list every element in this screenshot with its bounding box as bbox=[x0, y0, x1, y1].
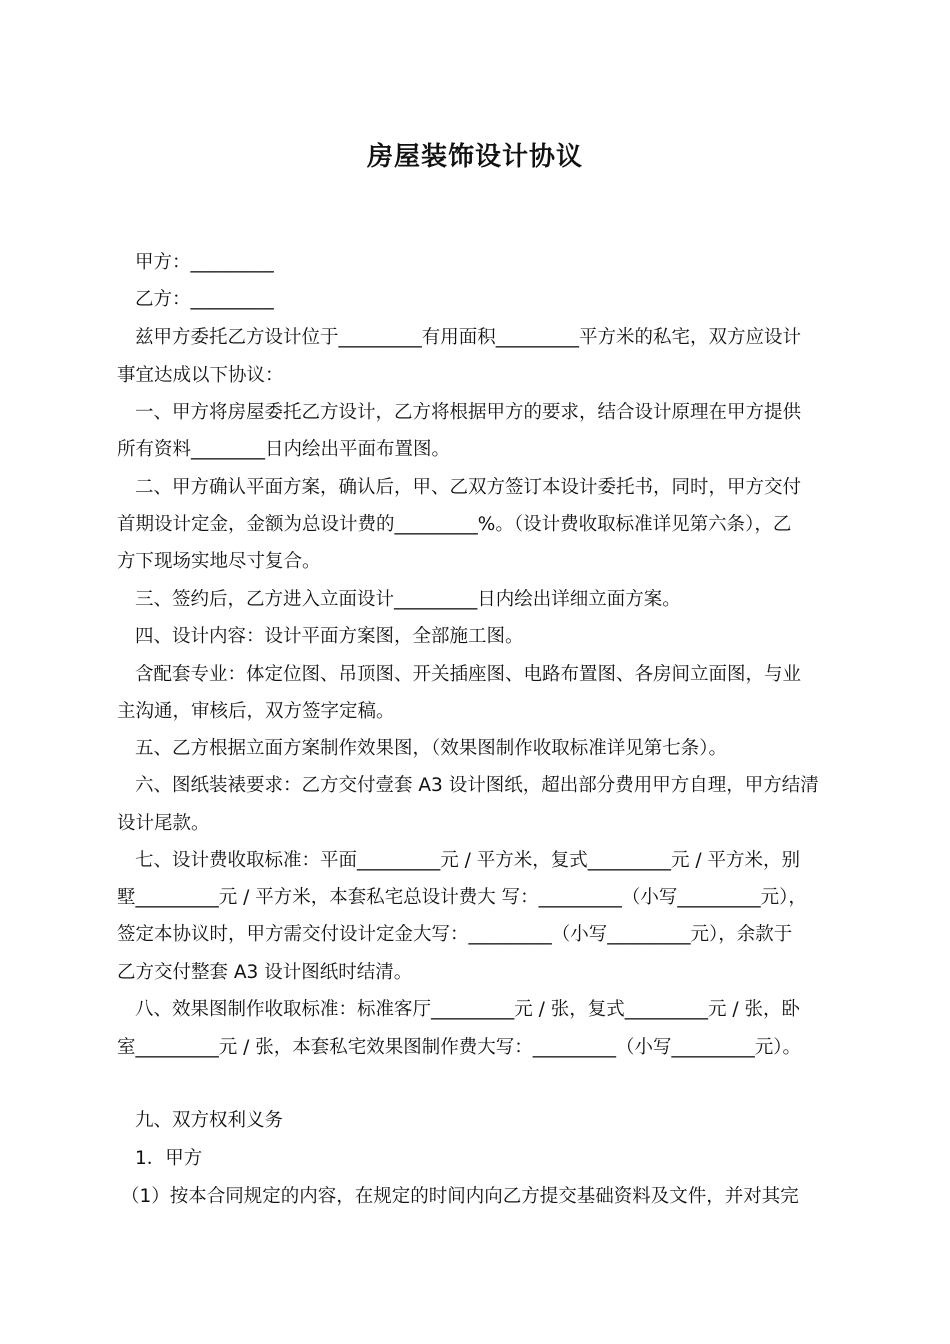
party-a-line: 甲方：_________ bbox=[135, 252, 274, 273]
clause-1-line-2: 所有资料________日内绘出平面布置图。 bbox=[117, 439, 451, 460]
clause-4-line-3: 主沟通，审核后，双方签字定稿。 bbox=[117, 701, 395, 722]
clause-6-line-2: 设计尾款。 bbox=[117, 813, 210, 834]
clause-9-party-a: 1．甲方 bbox=[135, 1148, 203, 1169]
clause-9-item-1: （1）按本合同规定的内容，在规定的时间内向乙方提交基础资料及文件，并对其完 bbox=[121, 1186, 799, 1207]
clause-7-line-1: 七、设计费收取标准：平面_________元 / 平方米，复式_________元 / 平方米，别 bbox=[135, 850, 800, 871]
clause-8-line-1: 八、效果图制作收取标准：标准客厅_________元 / 张，复式_________元 / 张，卧 bbox=[135, 999, 800, 1020]
clause-7-line-4: 乙方交付整套 A3 设计图纸时结清。 bbox=[117, 962, 413, 983]
clause-2-line-1: 二、甲方确认平面方案，确认后，甲、乙双方签订本设计委托书，同时，甲方交付 bbox=[135, 477, 802, 498]
clause-4-line-1: 四、设计内容：设计平面方案图，全部施工图。 bbox=[135, 626, 524, 647]
party-b-line: 乙方：_________ bbox=[135, 289, 274, 310]
document-title: 房屋装饰设计协议 bbox=[366, 142, 583, 172]
clause-1-line-1: 一、甲方将房屋委托乙方设计，乙方将根据甲方的要求，结合设计原理在甲方提供 bbox=[135, 402, 802, 423]
clause-7-line-3: 签定本协议时，甲方需交付设计定金大写：_________（小写_________元），余款于 bbox=[117, 924, 793, 945]
clause-7-line-2: 墅_________元 / 平方米，本套私宅总设计费大 写：_________（小写_________元）， bbox=[117, 887, 807, 908]
clause-8-line-2: 室_________元 / 张，本套私宅效果图制作费大写：_________（小写_________元）。 bbox=[117, 1037, 801, 1058]
clause-2-line-2: 首期设计定金，金额为总设计费的_________%。（设计费收取标准详见第六条），乙 bbox=[117, 514, 792, 535]
intro-line-2: 事宜达成以下协议： bbox=[117, 365, 284, 386]
clause-3-line-1: 三、签约后，乙方进入立面设计_________日内绘出详细立面方案。 bbox=[135, 589, 681, 610]
clause-6-line-1: 六、图纸装裱要求：乙方交付壹套 A3 设计图纸，超出部分费用甲方自理，甲方结清 bbox=[135, 775, 819, 796]
intro-line-1: 兹甲方委托乙方设计位于_________有用面积_________平方米的私宅，双方应设计 bbox=[135, 327, 802, 348]
clause-4-line-2: 含配套专业：体定位图、吊顶图、开关插座图、电路布置图、各房间立面图，与业 bbox=[135, 664, 802, 685]
clause-9-heading: 九、双方权利义务 bbox=[135, 1110, 284, 1131]
clause-5-line-1: 五、乙方根据立面方案制作效果图，（效果图制作收取标准详见第七条）。 bbox=[135, 738, 728, 759]
clause-2-line-3: 方下现场实地尽寸复合。 bbox=[117, 551, 321, 572]
